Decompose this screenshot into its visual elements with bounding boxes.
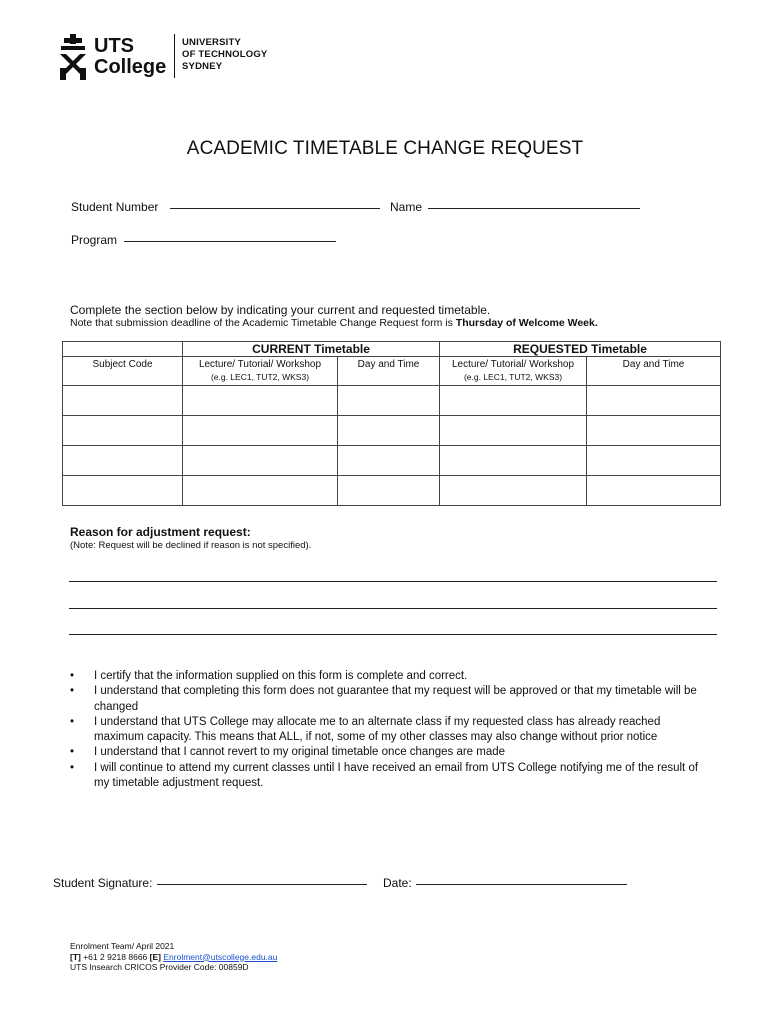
footer [70,941,277,973]
table-row [63,416,721,446]
requested-timetable-header: REQUESTED Timetable [440,342,721,357]
student-signature-field[interactable] [157,884,367,885]
page-title: ACADEMIC TIMETABLE CHANGE REQUEST [186,138,584,159]
lecture-example: (e.g. LEC1, TUT2, WKS3) [210,372,310,382]
table-row [63,386,721,416]
student-number-label: Student Number [71,200,159,214]
table-cell[interactable] [63,476,183,506]
footer-contact [70,952,277,963]
list-item: • I understand that completing this form does not guarantee that my request will be approved or that my timetable will be changed [70,684,710,715]
table-cell[interactable] [587,446,721,476]
name-field[interactable] [428,208,640,209]
timetable-table [62,341,721,506]
lecture-label: Lecture/ Tutorial/ Workshop [198,359,322,370]
list-item: • I understand that UTS College may allocate me to an alternate class if my requested class has already reached maximum capacity. This means that ALL, if not, some of my other classes may also change without prior notice [70,715,710,746]
logo-university-line: UNIVERSITY [182,37,242,48]
footer-cricos: UTS Insearch CRICOS Provider Code: 00859D [70,962,249,972]
name-label: Name [390,200,423,214]
current-lecture-header [183,357,338,386]
uts-college-logo [58,34,298,82]
list-item: • I understand that I cannot revert to my original timetable once changes are made [70,745,710,760]
list-item: • I certify that the information supplied on this form is complete and correct. [70,669,710,684]
list-item: • I will continue to attend my current classes until I have received an email from UTS College notifying me of the result of my timetable adjustment request. [70,761,710,792]
current-day-time-header: Day and Time [338,357,440,386]
email-tag: [E] [149,951,161,962]
logo-university-line: OF TECHNOLOGY [182,49,268,60]
table-cell[interactable] [63,446,183,476]
lecture-example: (e.g. LEC1, TUT2, WKS3) [463,372,563,382]
lecture-label: Lecture/ Tutorial/ Workshop [451,359,575,370]
student-number-field[interactable] [170,208,380,209]
deadline-note-text: Note that submission deadline of the Academic Timetable Change Request form is [70,317,456,329]
subject-code-header: Subject Code [63,357,183,386]
certification-list [70,669,710,791]
current-timetable-header: CURRENT Timetable [183,342,440,357]
uts-logo-mark-icon [58,34,88,80]
table-cell[interactable] [440,446,587,476]
reason-line[interactable] [69,581,717,582]
table-cell[interactable] [183,416,338,446]
table-row [63,446,721,476]
date-label: Date: [383,876,412,890]
date-field[interactable] [416,884,627,885]
table-cell[interactable] [587,386,721,416]
instruction-text: Complete the section below by indicating your current and requested timetable. [70,303,491,317]
logo-university-line: SYDNEY [182,61,223,72]
table-cell[interactable] [338,446,440,476]
requested-day-time-header: Day and Time [587,357,721,386]
table-cell[interactable] [587,416,721,446]
table-header-blank [63,342,183,357]
table-cell[interactable] [63,386,183,416]
table-cell[interactable] [183,386,338,416]
table-cell[interactable] [440,476,587,506]
table-cell[interactable] [183,446,338,476]
logo-divider [174,34,175,78]
table-cell[interactable] [63,416,183,446]
table-cell[interactable] [338,386,440,416]
reason-note: (Note: Request will be declined if reason is not specified). [70,540,312,551]
reason-line[interactable] [69,634,717,635]
reason-title: Reason for adjustment request: [70,525,251,539]
table-cell[interactable] [440,416,587,446]
table-cell[interactable] [183,476,338,506]
email-link[interactable]: Enrolment@utscollege.edu.au [163,951,278,962]
deadline-note [70,317,598,329]
phone-tag: [T] [70,951,81,962]
student-signature-label: Student Signature: [53,876,153,890]
logo-university-text [182,37,267,73]
table-cell[interactable] [440,386,587,416]
logo-uts-text: UTS [94,35,134,57]
table-row [63,476,721,506]
table-cell[interactable] [338,416,440,446]
phone-number: +61 2 9218 8666 [80,951,150,962]
requested-lecture-header [440,357,587,386]
deadline-note-bold: Thursday of Welcome Week. [455,317,598,329]
table-cell[interactable] [338,476,440,506]
program-label: Program [71,233,118,247]
program-field[interactable] [124,241,336,242]
reason-line[interactable] [69,608,717,609]
footer-team-date: Enrolment Team/ April 2021 [70,941,175,951]
logo-college-text: College [94,56,167,78]
table-cell[interactable] [587,476,721,506]
